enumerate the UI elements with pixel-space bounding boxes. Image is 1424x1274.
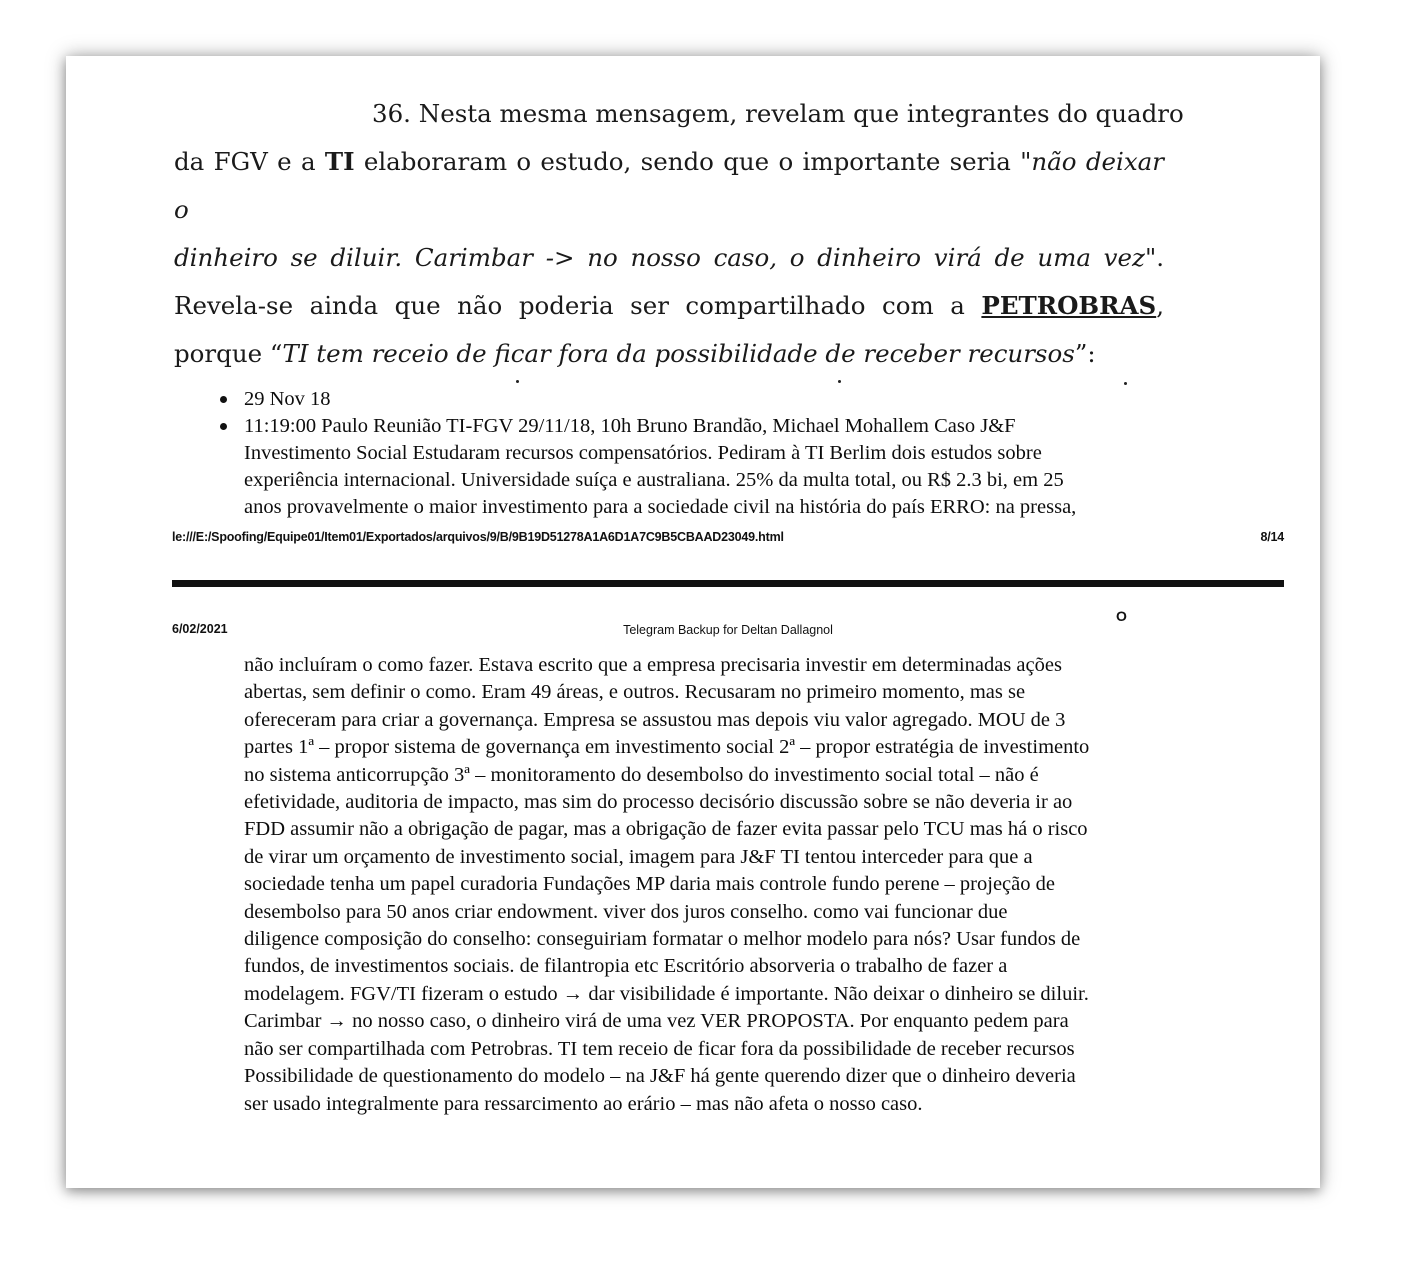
intro-line-3: dinheiro se diluir. Carimbar -> no nosso caso, o dinheiro virá de uma vez". <box>174 243 1164 272</box>
message-body-line: Possibilidade de questionamento do modelo – na J&F há gente querendo dizer que o dinheiro deveria <box>244 1065 1076 1088</box>
header-mark: O <box>1116 608 1127 624</box>
message-body-line: modelagem. FGV/TI fizeram o estudo → dar visibilidade é importante. Não deixar o dinheiro se diluir. <box>244 982 1089 1005</box>
scanned-excerpt <box>66 56 1320 1188</box>
bullet-item: 11:19:00 Paulo Reunião TI-FGV 29/11/18, 10h Bruno Brandão, Michael Mohallem Caso J&F Investimento Social Estudaram recursos compensatórios. Pediram à TI Berlim dois estudos sobre experiência internacional. Universidade suíça e australiana. 25% da multa total, ou R$ 2.3 bi, em 25 anos provavelmente o maior investimento para a sociedade civil na história do país ERRO: na pressa, <box>216 413 1256 521</box>
page-break-rule <box>172 580 1284 587</box>
message-body-line: ofereceram para criar a governança. Empresa se assustou mas depois viu valor agregado. MOU de 3 <box>244 708 1066 731</box>
message-body-line: diligence composição do conselho: conseguiriam formatar o melhor modelo para nós? Usar fundos de <box>244 928 1081 951</box>
message-body-line: não ser compartilhada com Petrobras. TI tem receio de ficar fora da possibilidade de receber recursos <box>244 1037 1075 1060</box>
message-body-line: Carimbar → no nosso caso, o dinheiro virá de uma vez VER PROPOSTA. Por enquanto pedem para <box>244 1010 1069 1033</box>
intro-line-5: porque “TI tem receio de ficar fora da possibilidade de receber recursos”: <box>174 339 1096 368</box>
scan-speck <box>838 380 841 383</box>
message-body-line: ser usado integralmente para ressarcimento ao erário – mas não afeta o nosso caso. <box>244 1092 923 1115</box>
bullet-continuation: experiência internacional. Universidade suíça e australiana. 25% da multa total, ou R$ 2.3 bi, em 25 <box>244 469 1064 491</box>
message-body-line: FDD assumir não a obrigação de pagar, mas a obrigação de fazer evita passar pelo TCU mas há o risco <box>244 818 1088 841</box>
file-path: le:///E:/Spoofing/Equipe01/Item01/Exportados/arquivos/9/B/9B19D51278A1A6D1A7C9B5CBAAD23049.html <box>172 530 784 544</box>
scan-speck <box>516 380 519 383</box>
document-page <box>66 56 1320 1188</box>
message-body-line: efetividade, auditoria de impacto, mas sim do processo decisório discussão sobre se não deveria ir ao <box>244 791 1073 814</box>
message-body-line: fundos, de investimentos sociais. de filantropia etc Escritório absorveria o trabalho de fazer a <box>244 955 1008 978</box>
header-title: Telegram Backup for Deltan Dallagnol <box>623 623 833 637</box>
intro-line-2: da FGV e a TI elaboraram o estudo, sendo que o importante seria "não deixar o <box>174 147 1164 224</box>
bullet-dot-icon <box>220 396 227 403</box>
bullet-item: 29 Nov 18 <box>216 386 1256 413</box>
bullet-dot-icon <box>220 423 227 430</box>
message-body-line: desembolso para 50 anos criar endowment. viver dos juros conselho. como vai funcionar due <box>244 900 1008 923</box>
page-number: 8/14 <box>1260 530 1284 544</box>
scan-speck <box>1124 382 1127 385</box>
message-body-line: sociedade tenha um papel curadoria Fundações MP daria mais controle fundo perene – projeção de <box>244 873 1055 896</box>
intro-line-1: 36. Nesta mesma mensagem, revelam que integrantes do quadro <box>372 99 1184 128</box>
message-body-line: de virar um orçamento de investimento social, imagem para J&F TI tentou interceder para que a <box>244 845 1033 868</box>
file-path-footer <box>172 530 1284 544</box>
bullet-continuation: anos provavelmente o maior investimento para a sociedade civil na história do país ERRO: na pressa, <box>244 496 1077 518</box>
bullet-continuation: Investimento Social Estudaram recursos compensatórios. Pediram à TI Berlim dois estudos sobre <box>244 442 1042 464</box>
message-body-line: não incluíram o como fazer. Estava escrito que a empresa precisaria investir em determinadas ações <box>244 654 1062 676</box>
message-body-line: no sistema anticorrupção 3ª – monitoramento do desembolso do investimento social total – não é <box>244 763 1039 786</box>
message-body-line: abertas, sem definir o como. Eram 49 áreas, e outros. Recusaram no primeiro momento, mas se <box>244 681 1026 704</box>
intro-line-4: Revela-se ainda que não poderia ser compartilhado com a PETROBRAS, <box>174 291 1164 320</box>
header-date: 6/02/2021 <box>172 622 228 636</box>
bullet-list <box>216 386 1256 521</box>
message-body <box>244 652 1254 1118</box>
message-body-line: partes 1ª – propor sistema de governança em investimento social 2ª – propor estratégia de investimento <box>244 736 1090 759</box>
